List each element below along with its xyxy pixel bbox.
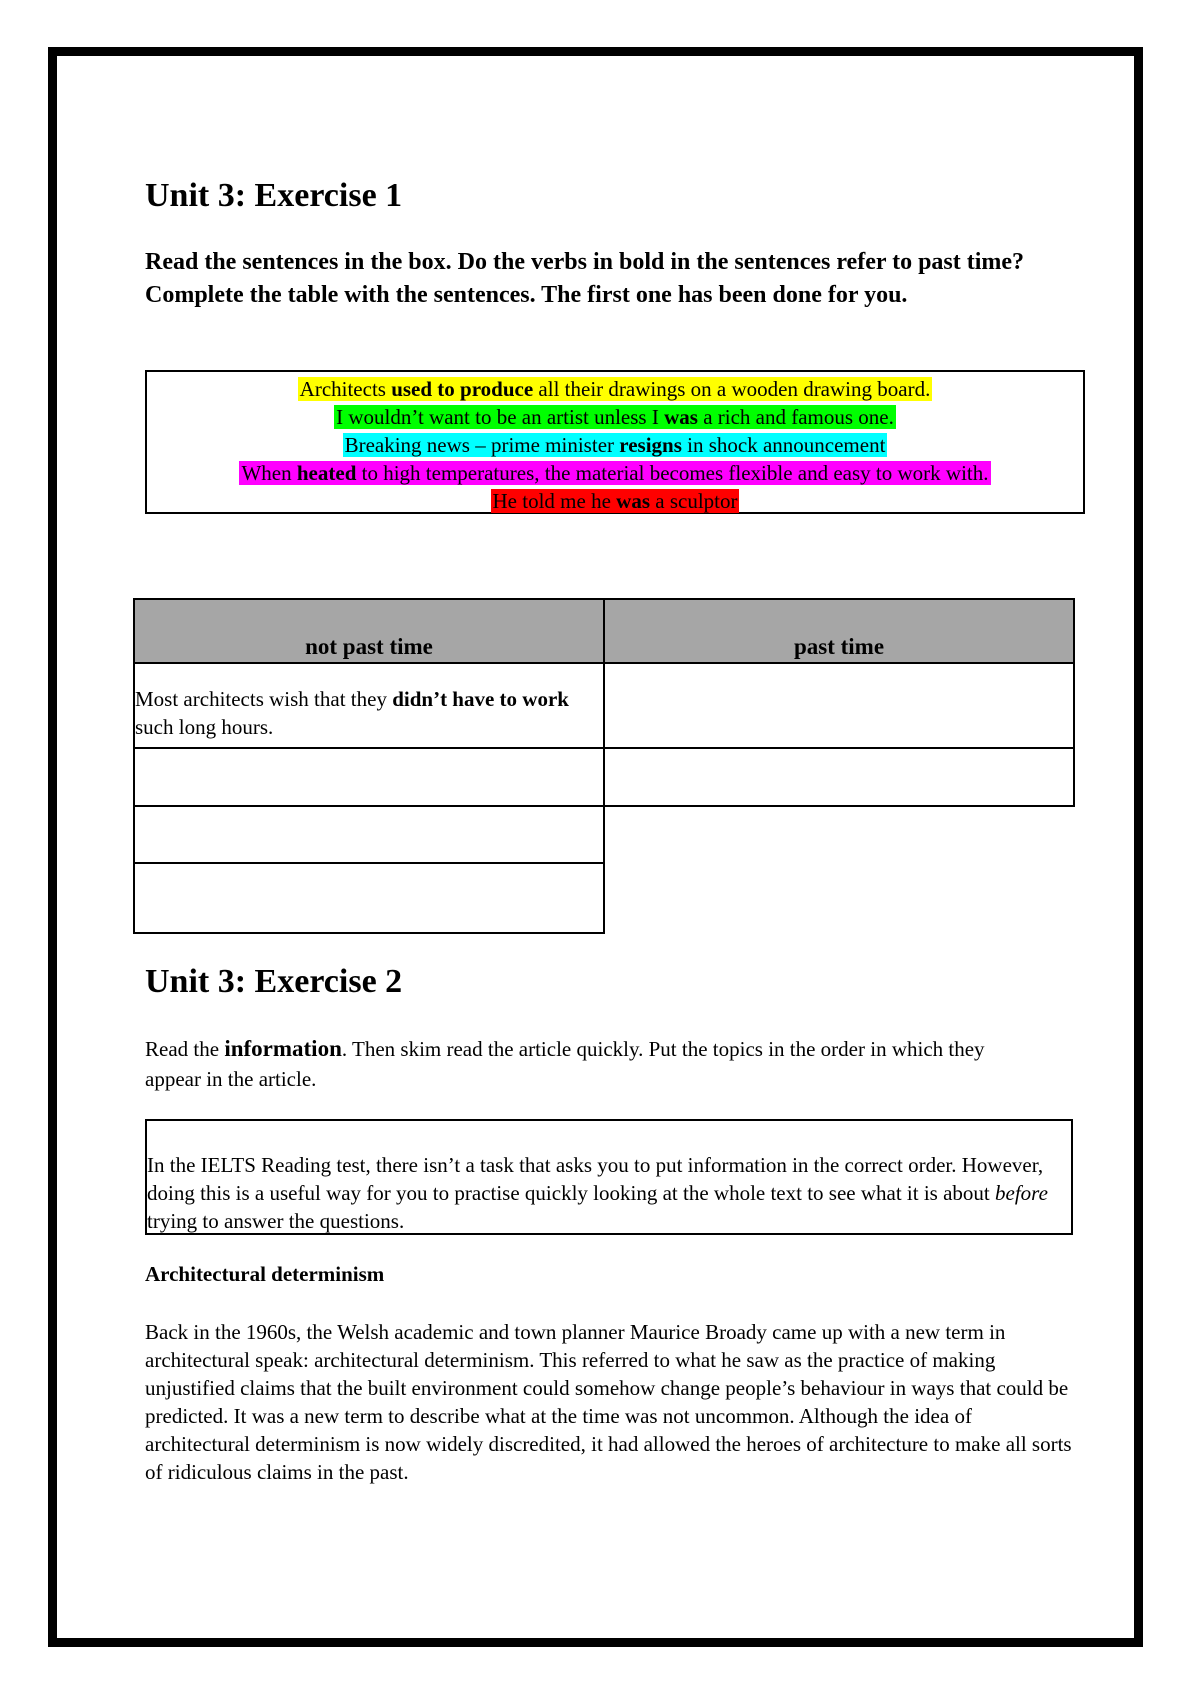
header-past-time: past time: [604, 599, 1074, 663]
info-box: In the IELTS Reading test, there isn’t a task that asks you to put information in the correct order. However, doing this is a useful way for you to practise quickly looking at the whole text to see what it is about before trying to answer the questions.: [145, 1119, 1073, 1235]
classification-table: [133, 598, 1075, 934]
highlighted-sentence: Breaking news – prime minister resigns in shock announcement: [344, 433, 886, 457]
sentence-line: [147, 403, 1083, 431]
highlighted-sentence: Architects used to produce all their drawings on a wooden drawing board.: [299, 377, 931, 401]
empty-space: [604, 863, 1074, 933]
sentence-line: [147, 375, 1083, 403]
answer-cell[interactable]: [604, 663, 1074, 748]
answer-cell[interactable]: [134, 863, 604, 933]
answer-cell[interactable]: [134, 806, 604, 863]
sentence-line: [147, 459, 1083, 487]
answer-cell[interactable]: [604, 748, 1074, 806]
exercise1-title: Unit 3: Exercise 1: [145, 177, 403, 214]
answer-cell[interactable]: [134, 748, 604, 806]
sentence-line: [147, 431, 1083, 459]
empty-space: [604, 806, 1074, 863]
article-heading: Architectural determinism: [145, 1262, 385, 1286]
sentence-line: [147, 487, 1083, 515]
highlighted-sentence: He told me he was a sculptor: [492, 489, 738, 513]
header-not-past-time: not past time: [134, 599, 604, 663]
highlighted-sentence: When heated to high temperatures, the material becomes flexible and easy to work with.: [241, 461, 989, 485]
article-text: Back in the 1960s, the Welsh academic and town planner Maurice Broady came up with a new term in architectural speak: architectural determinism. This referred to what he saw as the practice of making unjustified claims that the built environment could somehow change people’s behaviour in ways that could be predicted. It was a new term to describe what at the time was not uncommon. Although the idea of architectural determinism is now widely discredited, it had allowed the heroes of architecture to make all sorts of ridiculous claims in the past.: [145, 1320, 1072, 1484]
exercise2-instructions: Read the information. Then skim read the article quickly. Put the topics in the order in which they appear in the article.: [145, 1036, 985, 1091]
exercise2-title: Unit 3: Exercise 2: [145, 963, 403, 1000]
sentence-box: [145, 370, 1085, 514]
highlighted-sentence: I wouldn’t want to be an artist unless I was a rich and famous one.: [336, 405, 894, 429]
example-cell: Most architects wish that they didn’t have to work such long hours.: [134, 663, 604, 748]
exercise1-instructions: Read the sentences in the box. Do the verbs in bold in the sentences refer to past time? Complete the table with the sentences. The first one has been done for you.: [145, 249, 1025, 308]
